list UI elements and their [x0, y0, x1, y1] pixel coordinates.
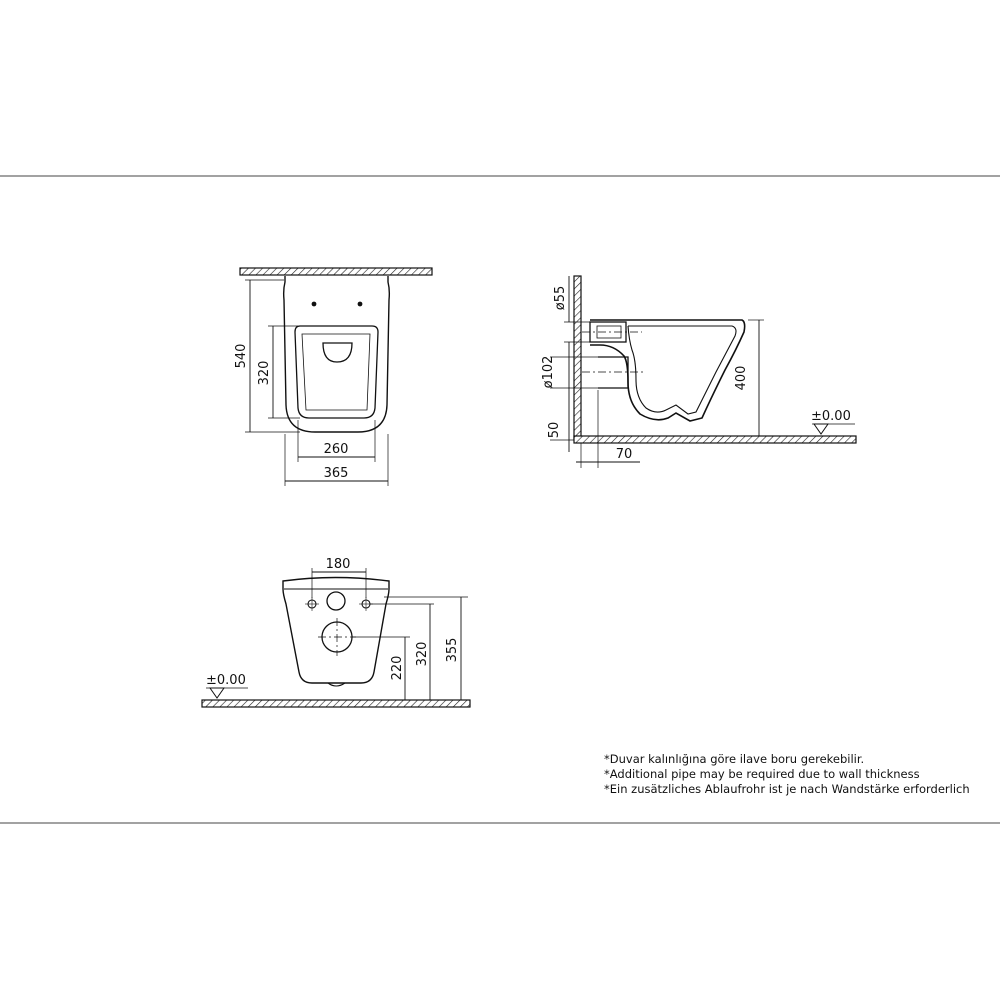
rear-floor-level-label: ±0.00 — [206, 673, 246, 688]
note-german: *Ein zusätzliches Ablaufrohr ist je nach Wandstärke erforderlich — [604, 782, 970, 796]
floor-level-label: ±0.00 — [811, 409, 851, 424]
dim-outlet-dia-label: ø102 — [541, 355, 556, 389]
top-view-flush-rim — [323, 343, 352, 362]
dim-bowl-length-label: 320 — [257, 360, 272, 386]
rear-inlet-hole — [327, 592, 345, 610]
dim-bolt-height-label: 320 — [415, 641, 430, 667]
dim-outlet-height-label: 50 — [547, 421, 562, 439]
dim-outlet-center-label: 220 — [390, 655, 405, 681]
side-view-wall — [574, 276, 581, 440]
note-turkish: *Duvar kalınlığına göre ilave boru gerekebilir. — [604, 752, 865, 766]
rear-floor-level-marker — [210, 688, 224, 698]
dim-bowl-width-label: 260 — [323, 442, 349, 457]
floor-level-marker — [814, 424, 828, 434]
dim-bolt-spacing-label: 180 — [325, 557, 351, 572]
top-view — [234, 268, 432, 486]
bolt-hole-left — [312, 302, 317, 307]
note-english: *Additional pipe may be required due to wall thickness — [604, 767, 920, 781]
installation-notes — [604, 752, 994, 797]
dim-width-label: 365 — [323, 466, 349, 481]
side-view-outlet — [598, 357, 628, 388]
bolt-hole-right — [358, 302, 363, 307]
rear-view-floor — [202, 700, 470, 707]
dim-depth-label: 540 — [234, 343, 249, 369]
side-view-bowl-outer — [590, 320, 745, 421]
side-view-bowl-inner — [628, 326, 736, 414]
rear-view — [202, 557, 470, 707]
rear-view-outline — [283, 578, 389, 684]
dim-rim-height-label: 400 — [734, 365, 749, 391]
side-view — [541, 276, 856, 468]
dim-top-height-label: 355 — [445, 637, 460, 663]
dim-outlet-offset-label: 70 — [615, 447, 633, 462]
top-view-outline — [284, 276, 390, 432]
top-view-bowl — [295, 326, 378, 418]
side-view-floor — [574, 436, 856, 443]
dim-inlet-dia-label: ø55 — [553, 285, 568, 311]
top-view-wall — [240, 268, 432, 275]
top-view-bowl-inner — [302, 334, 370, 410]
